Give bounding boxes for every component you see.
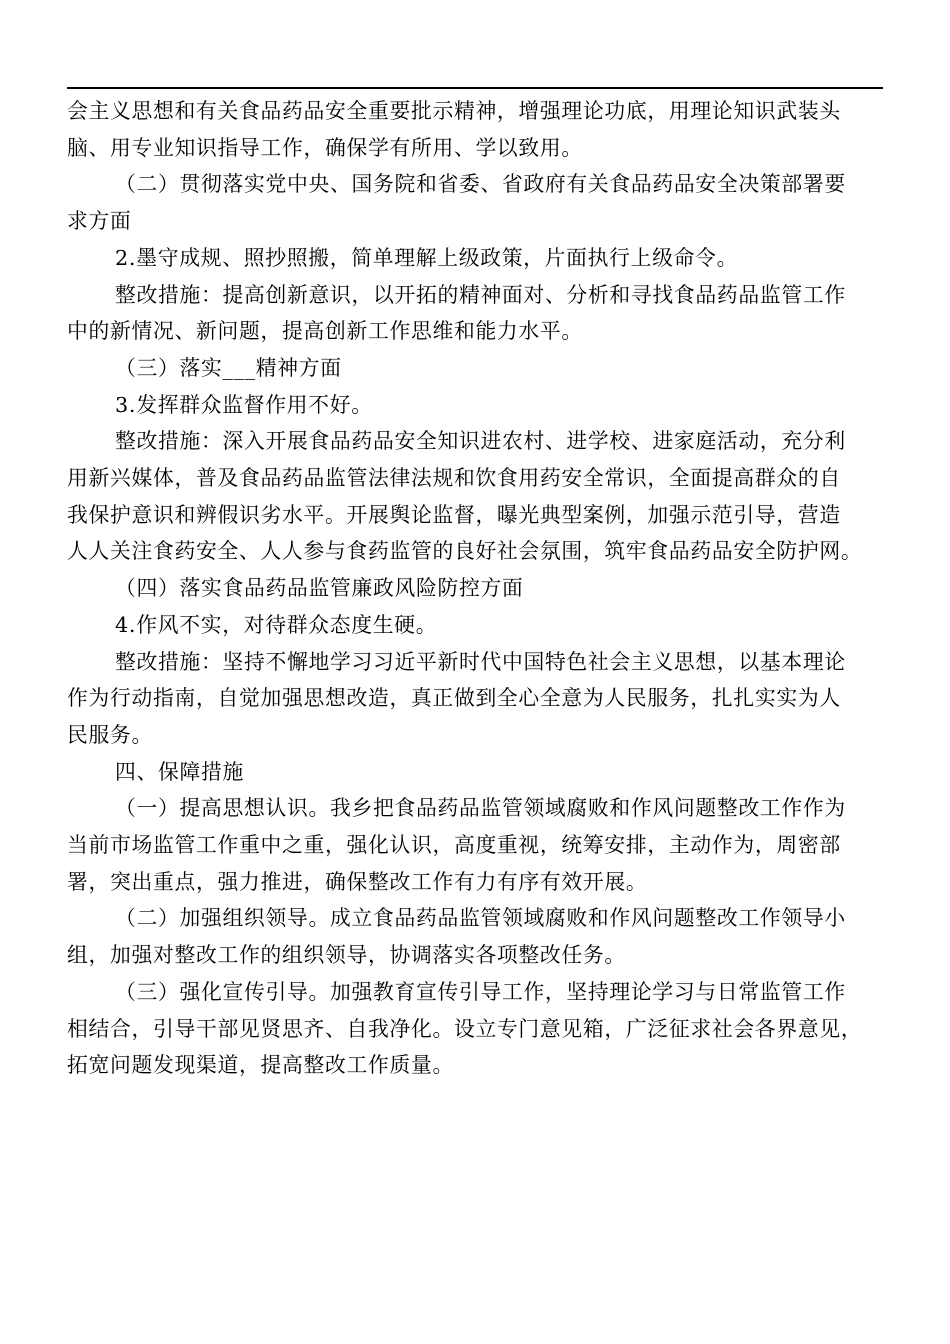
paragraph-line: 整改措施：提高创新意识，以开拓的精神面对、分析和寻找食品药品监管工作 (115, 282, 846, 307)
paragraph-line: 用新兴媒体，普及食品药品监管法律法规和饮食用药安全常识，全面提高群众的自 (67, 466, 841, 491)
paragraph-line: 2.墨守成规、照抄照搬，简单理解上级政策，片面执行上级命令。 (115, 245, 739, 270)
paragraph-line: 民服务。 (67, 722, 153, 747)
paragraph-line: 作为行动指南，自觉加强思想改造，真正做到全心全意为人民服务，扎扎实实为人 (67, 686, 841, 711)
paragraph-line: 组，加强对整改工作的组织领导，协调落实各项整改任务。 (67, 943, 626, 968)
paragraph-line: 整改措施：深入开展食品药品安全知识进农村、进学校、进家庭活动，充分利 (115, 429, 846, 454)
paragraph-line: （四）落实食品药品监管廉政风险防控方面 (115, 576, 524, 601)
paragraph-line: 脑、用专业知识指导工作，确保学有所用、学以致用。 (67, 135, 583, 160)
paragraph-line: 求方面 (67, 209, 132, 234)
document-page (67, 0, 883, 1344)
paragraph-line: 四、保障措施 (115, 759, 244, 784)
paragraph-line: （二）贯彻落实党中央、国务院和省委、省政府有关食品药品安全决策部署要 (115, 172, 846, 197)
paragraph-line: 当前市场监管工作重中之重，强化认识，高度重视，统筹安排，主动作为，周密部 (67, 833, 841, 858)
paragraph-line: 会主义思想和有关食品药品安全重要批示精神，增强理论功底，用理论知识武装头 (67, 99, 841, 123)
paragraph-line: 人人关注食药安全、人人参与食药监管的良好社会氛围，筑牢食品药品安全防护网。 (67, 539, 863, 564)
paragraph-line: （一）提高思想认识。我乡把食品药品监管领域腐败和作风问题整改工作作为 (115, 796, 846, 821)
paragraph-line: 整改措施：坚持不懈地学习习近平新时代中国特色社会主义思想，以基本理论 (115, 649, 846, 674)
paragraph-line: 4.作风不实，对待群众态度生硬。 (115, 612, 438, 637)
paragraph-line: 3.发挥群众监督作用不好。 (115, 392, 373, 417)
paragraph-line: 署，突出重点，强力推进，确保整改工作有力有序有效开展。 (67, 869, 648, 894)
paragraph-line: （三）强化宣传引导。加强教育宣传引导工作，坚持理论学习与日常监管工作 (115, 979, 846, 1004)
paragraph-line: 拓宽问题发现渠道，提高整改工作质量。 (67, 1053, 454, 1078)
paragraph-line: 我保护意识和辨假识劣水平。开展舆论监督，曝光典型案例，加强示范引导，营造 (67, 502, 841, 527)
paragraph-line: （二）加强组织领导。成立食品药品监管领域腐败和作风问题整改工作领导小 (115, 906, 846, 931)
paragraph-line: （三）落实___精神方面 (115, 355, 342, 380)
header-rule (67, 87, 883, 89)
paragraph-line: 相结合，引导干部见贤思齐、自我净化。设立专门意见箱，广泛征求社会各界意见， (67, 1016, 863, 1041)
paragraph-line: 中的新情况、新问题，提高创新工作思维和能力水平。 (67, 319, 583, 344)
document-body (67, 93, 883, 1084)
